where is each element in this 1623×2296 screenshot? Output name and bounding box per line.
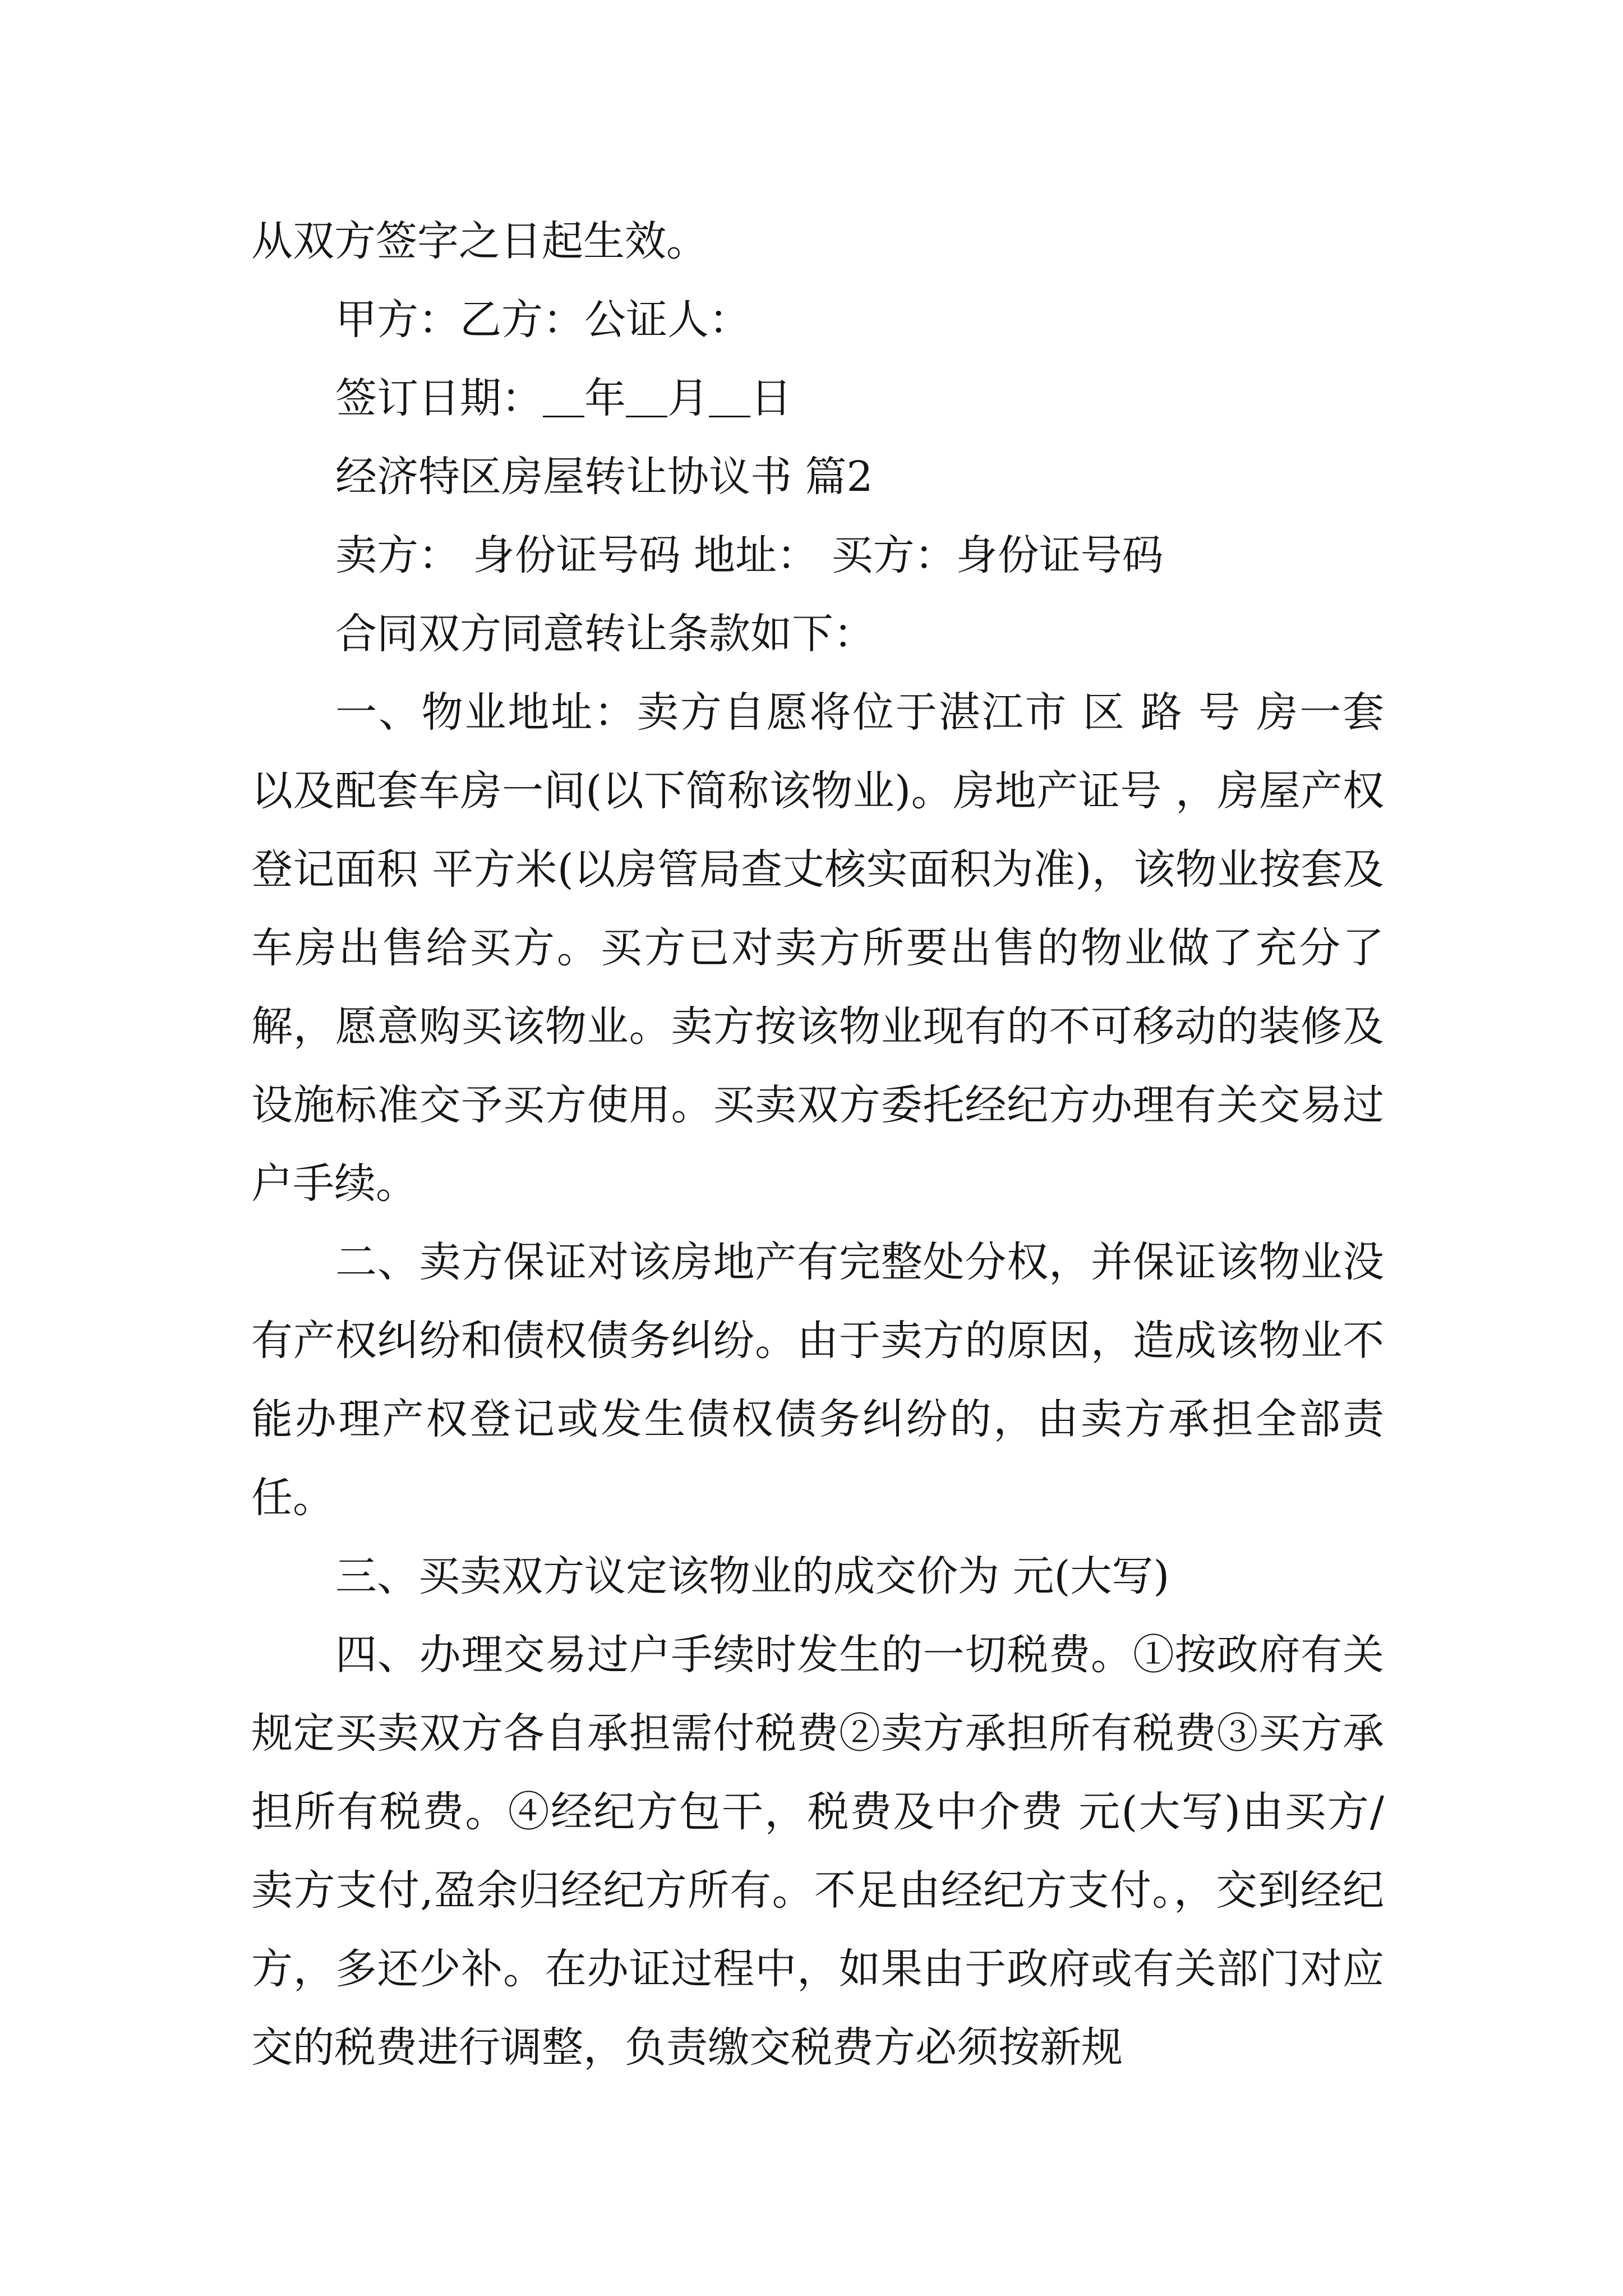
text-line-parties: 卖方： 身份证号码 地址： 买方：身份证号码 [335, 531, 1164, 579]
clause-4-taxes: 四、办理交易过户手续时发生的一切税费。①按政府有关规定买卖双方各自承担需付税费②卖方承担所有税费③买方承担所有税费。④经纪方包干，税费及中介费 元(大写)由买方/卖方支付,盈余归经纪方所有。不足由经纪方支付。，交到经纪方，多还少补。在办证过程中，如果由于政府或有关部门对应交的税费进行调整，负责缴交税费方必须按新规 [251, 1631, 1384, 2072]
document-body [251, 202, 1384, 2087]
clause-3-price: 三、买卖双方议定该物业的成交价为 元(大写) [335, 1552, 1170, 1600]
text-line-signatories: 甲方：乙方：公证人： [335, 296, 750, 344]
text-line-intro: 合同双方同意转让条款如下： [335, 610, 875, 658]
clause-1-property-address: 一、物业地址：卖方自愿将位于湛江市 区 路 号 房一套以及配套车房一间(以下简称该物业)。房地产证号 ，房屋产权登记面积 平方米(以房管局查丈核实面积为准)，该物业按套及车房出售给买方。买方已对卖方所要出售的物业做了充分了解，愿意购买该物业。卖方按该物业现有的不可移动的装修及设施标准交予买方使用。买卖双方委托经纪方办理有关交易过户手续。 [251, 688, 1384, 1208]
text-line-effective-clause: 从双方签字之日起生效。 [251, 217, 708, 265]
section-heading: 经济特区房屋转让协议书 篇2 [335, 453, 873, 501]
clause-2-seller-guarantee: 二、卖方保证对该房地产有完整处分权，并保证该物业没有产权纠纷和债权债务纠纷。由于卖方的原因，造成该物业不能办理产权登记或发生债权债务纠纷的，由卖方承担全部责任。 [251, 1238, 1384, 1522]
text-line-signing-date: 签订日期：＿年＿月＿日 [335, 374, 792, 422]
